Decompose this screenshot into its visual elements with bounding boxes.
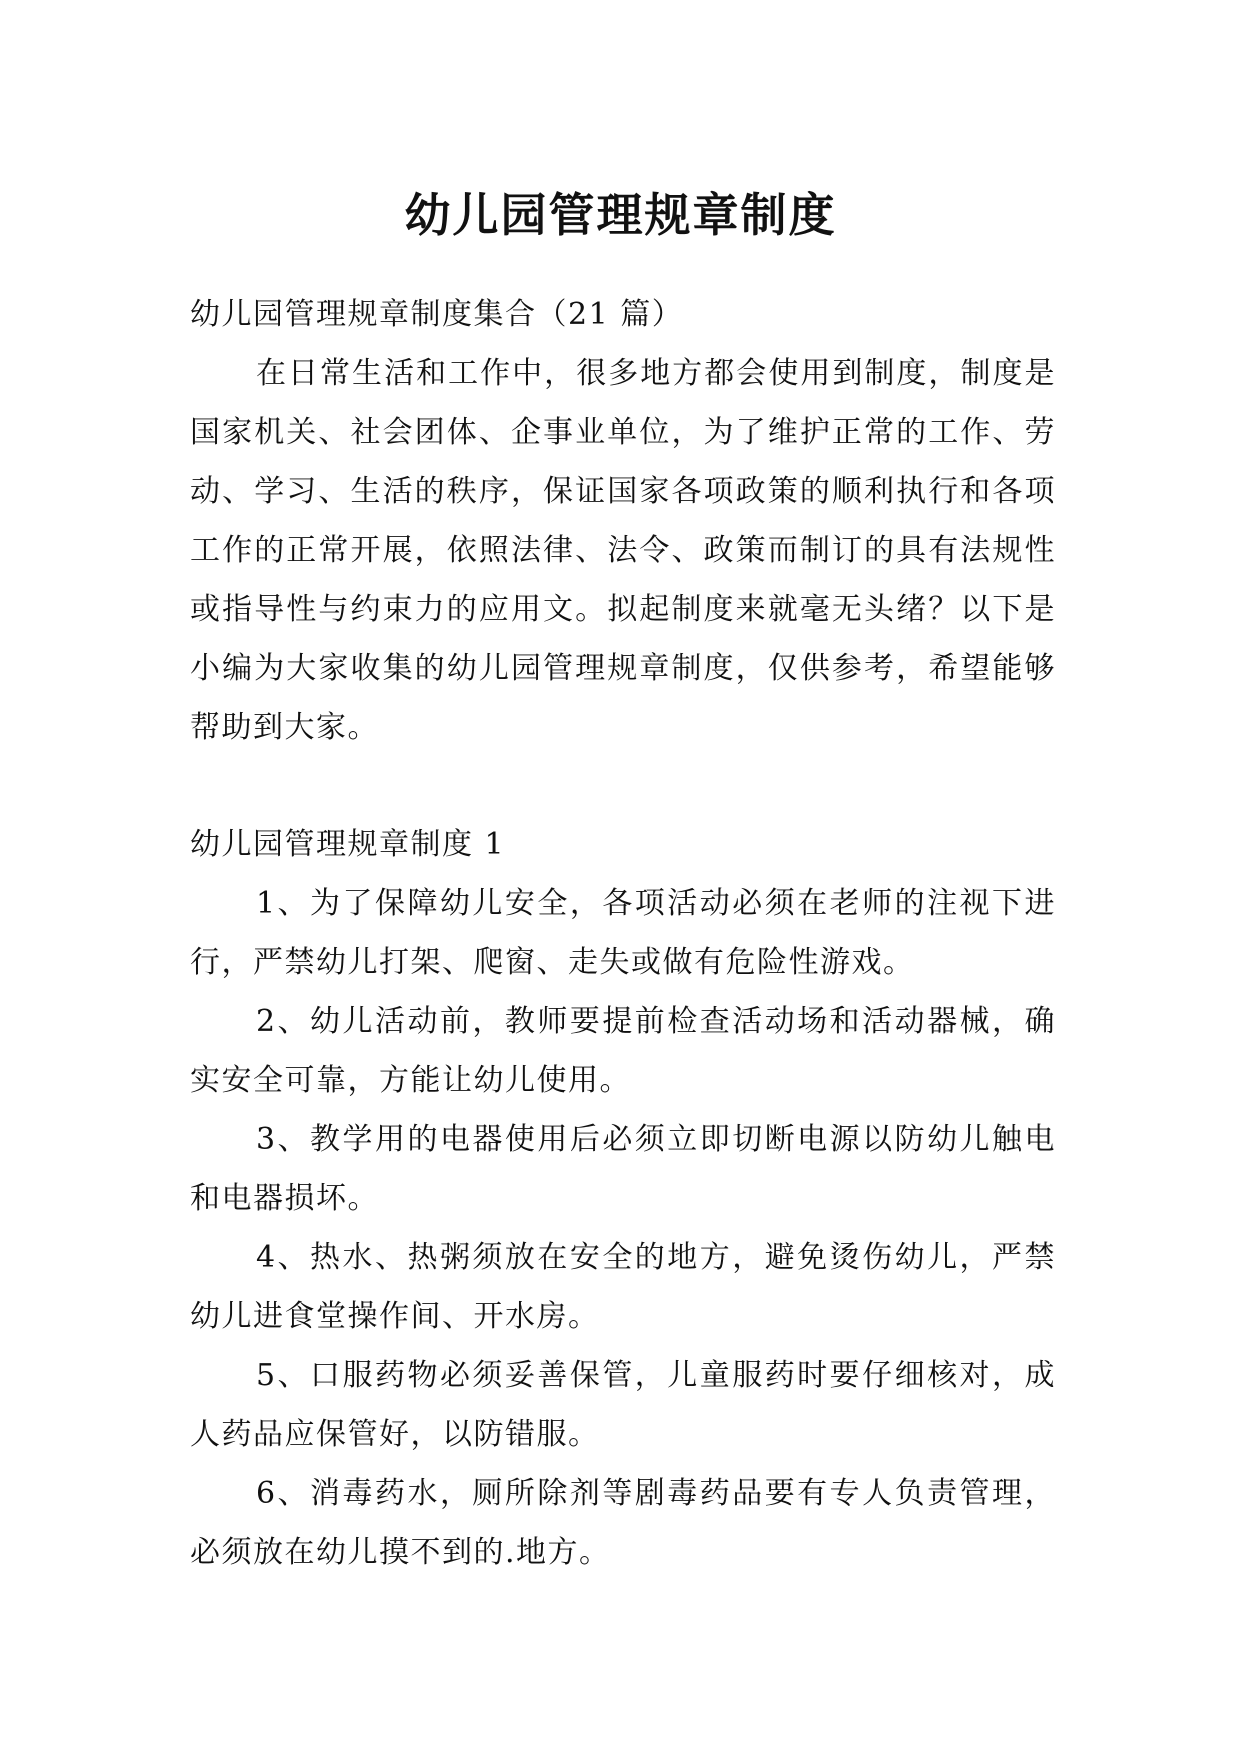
rule-item: 5、口服药物必须妥善保管，儿童服药时要仔细核对，成人药品应保管好，以防错服。 — [190, 1358, 1056, 1452]
intro-paragraph: 在日常生活和工作中，很多地方都会使用到制度，制度是国家机关、社会团体、企事业单位，为了维护正常的工作、劳动、学习、生活的秩序，保证国家各项政策的顺利执行和各项工作的正常开展，依照法律、法令、政策而制订的具有法规性或指导性与约束力的应用文。拟起制度来就毫无头绪？以下是小编为大家收集的幼儿园管理规章制度，仅供参考，希望能够帮助到大家。 — [190, 356, 1056, 745]
rule-item: 6、消毒药水，厕所除剂等剧毒药品要有专人负责管理，必须放在幼儿摸不到的.地方。 — [190, 1476, 1056, 1570]
document-body — [190, 285, 1056, 1582]
rule-item: 2、幼儿活动前，教师要提前检查活动场和活动器械，确实安全可靠，方能让幼儿使用。 — [190, 1004, 1056, 1098]
section-spacer — [190, 757, 1056, 815]
rule-item: 3、教学用的电器使用后必须立即切断电源以防幼儿触电和电器损坏。 — [190, 1122, 1056, 1216]
rule-item: 4、热水、热粥须放在安全的地方，避免烫伤幼儿，严禁幼儿进食堂操作间、开水房。 — [190, 1240, 1056, 1334]
section-heading: 幼儿园管理规章制度 1 — [190, 827, 506, 862]
document-subtitle: 幼儿园管理规章制度集合（21 篇） — [190, 297, 684, 332]
document-title: 幼儿园管理规章制度 — [404, 187, 837, 242]
rule-item: 1、为了保障幼儿安全，各项活动必须在老师的注视下进行，严禁幼儿打架、爬窗、走失或做有危险性游戏。 — [190, 886, 1056, 980]
